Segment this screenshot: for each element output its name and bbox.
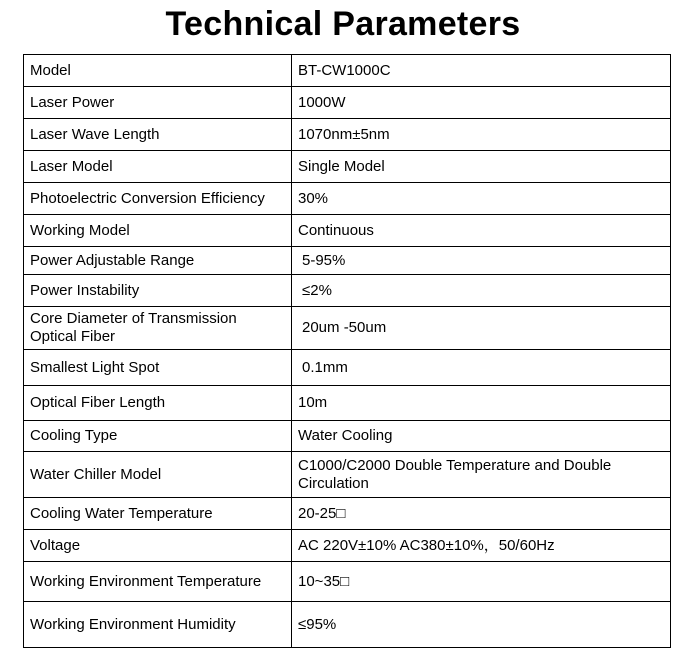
param-label: Cooling Type [24,421,292,452]
param-label: Working Model [24,215,292,247]
table-row [24,87,671,119]
table-row [24,307,671,350]
table-row [24,275,671,307]
param-value: 1070nm±5nm [292,119,671,151]
param-label: Core Diameter of Transmission Optical Fiber [24,307,292,350]
table-row [24,562,671,602]
param-label: Smallest Light Spot [24,350,292,386]
table-row [24,151,671,183]
param-value: Continuous [292,215,671,247]
param-label: Working Environment Humidity [24,602,292,648]
table-row [24,183,671,215]
table-row [24,215,671,247]
param-value: BT-CW1000C [292,55,671,87]
param-value: 10m [292,386,671,421]
table-row [24,55,671,87]
param-label: Voltage [24,530,292,562]
param-label: Power Adjustable Range [24,247,292,275]
table-row [24,247,671,275]
param-value: 1000W [292,87,671,119]
param-value: 10~35□ [292,562,671,602]
table-row [24,350,671,386]
param-value: Single Model [292,151,671,183]
table-row [24,602,671,648]
table-row [24,386,671,421]
param-label: Laser Model [24,151,292,183]
param-value: AC 220V±10% AC380±10%，50/60Hz [292,530,671,562]
param-value: ≤95% [292,602,671,648]
param-value: 5-95% [292,247,671,275]
param-value: ≤2% [292,275,671,307]
page-title: Technical Parameters [165,5,521,43]
param-value: Water Cooling [292,421,671,452]
param-label: Optical Fiber Length [24,386,292,421]
param-label: Working Environment Temperature [24,562,292,602]
param-label: Laser Wave Length [24,119,292,151]
param-value: 30% [292,183,671,215]
param-value: 20-25□ [292,498,671,530]
param-label: Model [24,55,292,87]
table-row [24,498,671,530]
param-label: Photoelectric Conversion Efficiency [24,183,292,215]
table-row [24,421,671,452]
table-row [24,119,671,151]
table-row [24,452,671,498]
param-label: Power Instability [24,275,292,307]
parameters-table [23,54,671,648]
param-value: 20um -50um [292,307,671,350]
param-value: 0.1mm [292,350,671,386]
param-value: C1000/C2000 Double Temperature and Double Circulation [292,452,671,498]
table-row [24,530,671,562]
param-label: Cooling Water Temperature [24,498,292,530]
param-label: Laser Power [24,87,292,119]
param-label: Water Chiller Model [24,452,292,498]
